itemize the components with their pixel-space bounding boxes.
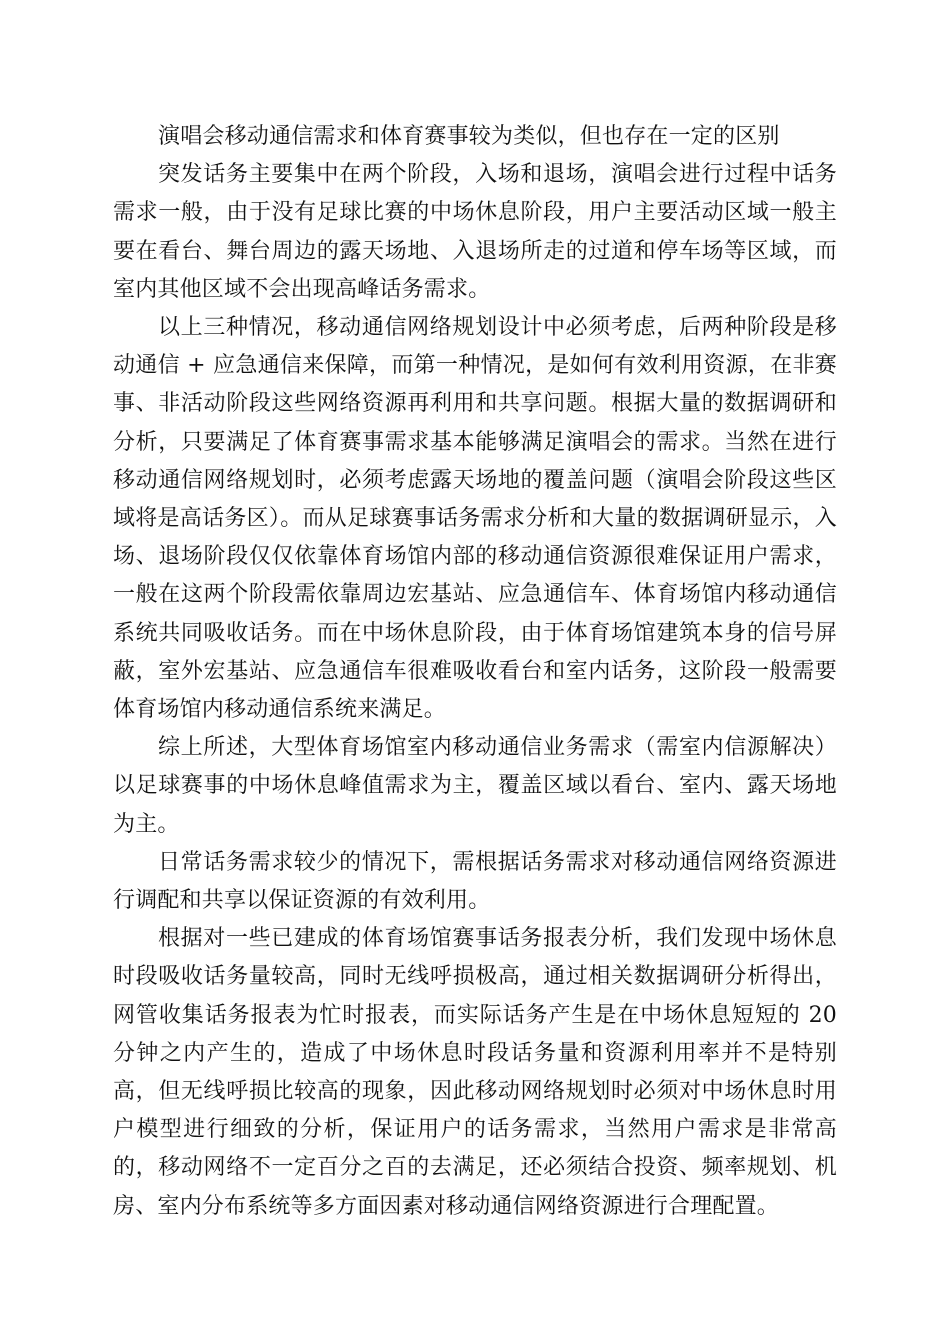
paragraph-report-analysis: 根据对一些已建成的体育场馆赛事话务报表分析，我们发现中场休息时段吸收话务量较高，同时无线呼损极高，通过相关数据调研分析得出，网管收集话务报表为忙时报表，而实际话务产生是在中场休息短短的 20 分钟之内产生的，造成了中场休息时段话务量和资源利用率并不是特别高，但无线呼损比较高的现象，因此移动网络规划时必须对中场休息时用户模型进行细致的分析，保证用户的话务需求，当然用户需求是非常高的，移动网络不一定百分之百的去满足，还必须结合投资、频率规划、机房、室内分布系统等多方面因素对移动通信网络资源进行合理配置。	[113, 926, 837, 1219]
paragraph-burst-traffic: 突发话务主要集中在两个阶段，入场和退场，演唱会进行过程中话务需求一般，由于没有足球比赛的中场休息阶段，用户主要活动区域一般主要在看台、舞台周边的露天场地、入退场所走的过道和停车场等区域，而室内其他区域不会出现高峰话务需求。	[113, 162, 837, 302]
paragraph-concert-demand: 演唱会移动通信需求和体育赛事较为类似，但也存在一定的区别	[158, 124, 780, 149]
document-body	[113, 118, 837, 1226]
paragraph-three-cases: 以上三种情况，移动通信网络规划设计中必须考虑，后两种阶段是移动通信 + 应急通信来保障，而第一种情况，是如何有效利用资源，在非赛事、非活动阶段这些网络资源再利用和共享问题。根据大量的数据调研和分析，只要满足了体育赛事需求基本能够满足演唱会的需求。当然在进行移动通信网络规划时，必须考虑露天场地的覆盖问题（演唱会阶段这些区域将是高话务区）。而从足球赛事话务需求分析和大量的数据调研显示，入场、退场阶段仅仅依靠体育场馆内部的移动通信资源很难保证用户需求，一般在这两个阶段需依靠周边宏基站、应急通信车、体育场馆内移动通信系统共同吸收话务。而在中场休息阶段，由于体育场馆建筑本身的信号屏蔽，室外宏基站、应急通信车很难吸收看台和室内话务，这阶段一般需要体育场馆内移动通信系统来满足。	[113, 315, 837, 723]
paragraph-daily-traffic: 日常话务需求较少的情况下，需根据话务需求对移动通信网络资源进行调配和共享以保证资源的有效利用。	[113, 849, 837, 914]
paragraph-summary: 综上所述，大型体育场馆室内移动通信业务需求（需室内信源解决）以足球赛事的中场休息峰值需求为主，覆盖区域以看台、室内、露天场地为主。	[113, 735, 837, 837]
